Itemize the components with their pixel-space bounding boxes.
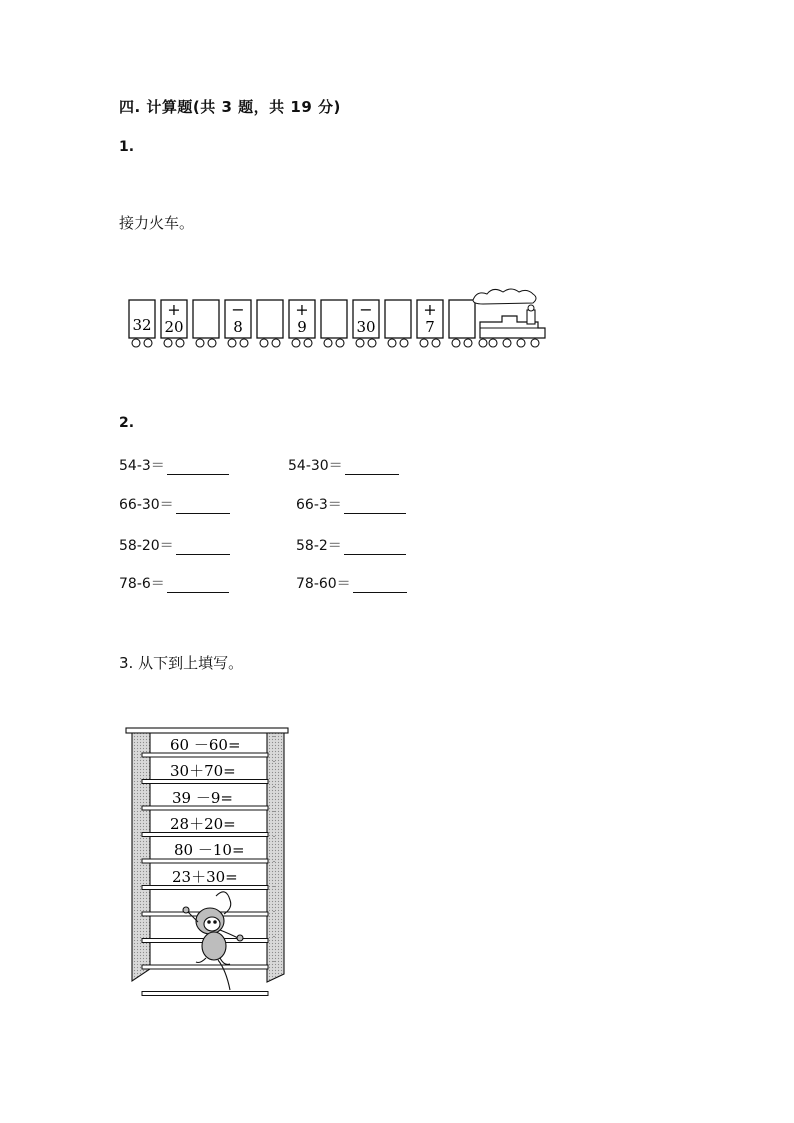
wheel: [336, 339, 344, 347]
answer-blank[interactable]: [353, 578, 407, 593]
car-number: 9: [297, 318, 307, 336]
rung-label: 39 －9=: [172, 789, 233, 807]
wheel: [164, 339, 172, 347]
question-1-prompt: 接力火车。: [119, 214, 195, 232]
ladder-rung: [142, 992, 268, 996]
ladder-rung: [142, 780, 268, 784]
ladder: [124, 726, 292, 996]
question-1-number: 1.: [119, 139, 135, 155]
car-number: 8: [233, 318, 243, 336]
wheel: [400, 339, 408, 347]
question-3-title: 3. 从下到上填写。: [119, 654, 244, 672]
car-operator: +: [167, 300, 181, 319]
car-number: 20: [164, 318, 184, 336]
equation-2-right: 66-3＝: [296, 494, 406, 514]
locomotive: [473, 289, 545, 347]
car-operator: +: [423, 300, 437, 319]
answer-blank[interactable]: [345, 460, 399, 475]
equation-1-right: 54-30＝: [288, 455, 399, 475]
wheel: [208, 339, 216, 347]
train-car: [353, 300, 379, 347]
train-car[interactable]: [449, 300, 475, 347]
wheel: [240, 339, 248, 347]
equation-1-left: 54-3＝: [119, 455, 229, 475]
rung-label: 28＋20=: [170, 815, 236, 833]
wheel: [292, 339, 300, 347]
ladder-top-bar: [126, 728, 288, 733]
train-car: [129, 300, 155, 347]
wheel: [144, 339, 152, 347]
wheel: [272, 339, 280, 347]
car-operator: −: [231, 300, 245, 319]
train-car: [417, 300, 443, 347]
train-car[interactable]: [385, 300, 411, 347]
wheel: [368, 339, 376, 347]
section-title: 四. 计算题(共 3 题，共 19 分): [119, 98, 341, 116]
answer-blank[interactable]: [176, 540, 230, 555]
rung-label: 80 －10=: [174, 841, 245, 859]
question-2-number: 2.: [119, 415, 135, 431]
wheel: [260, 339, 268, 347]
wheel: [324, 339, 332, 347]
car-number: 7: [425, 318, 435, 336]
answer-blank[interactable]: [344, 540, 406, 555]
ladder-right-rail: [267, 733, 284, 982]
rung-label: 23＋30=: [172, 868, 238, 886]
equation-4-left: 78-6＝: [119, 573, 229, 593]
train-car: [161, 300, 187, 347]
car-operator: +: [295, 300, 309, 319]
smoke-cloud: [473, 289, 536, 304]
answer-blank[interactable]: [176, 499, 230, 514]
train-car[interactable]: [193, 300, 219, 347]
rung-label: 60 －60=: [170, 736, 241, 754]
wheel: [228, 339, 236, 347]
ladder-rung: [142, 859, 268, 863]
wheel: [452, 339, 460, 347]
equation-2-left: 66-30＝: [119, 494, 230, 514]
wheel: [356, 339, 364, 347]
ladder-rung: [142, 965, 268, 969]
wheel: [388, 339, 396, 347]
wheel: [304, 339, 312, 347]
car-number: 30: [356, 318, 376, 336]
wheel: [420, 339, 428, 347]
answer-blank[interactable]: [344, 499, 406, 514]
rung-label: 30＋70=: [170, 762, 236, 780]
relay-train: [125, 288, 555, 354]
ladder-rung: [142, 886, 268, 890]
equation-4-right: 78-60＝: [296, 573, 407, 593]
train-car: [289, 300, 315, 347]
car-operator: −: [359, 300, 373, 319]
answer-blank[interactable]: [167, 460, 229, 475]
wheel: [432, 339, 440, 347]
wheel: [132, 339, 140, 347]
train-car[interactable]: [321, 300, 347, 347]
wheel: [464, 339, 472, 347]
wheel: [176, 339, 184, 347]
train-car: [225, 300, 251, 347]
equation-3-left: 58-20＝: [119, 535, 230, 555]
ladder-rung: [142, 833, 268, 837]
train-car[interactable]: [257, 300, 283, 347]
wheel: [196, 339, 204, 347]
equation-3-right: 58-2＝: [296, 535, 406, 555]
ladder-left-rail: [132, 733, 150, 981]
car-number: 32: [132, 316, 152, 334]
answer-blank[interactable]: [167, 578, 229, 593]
